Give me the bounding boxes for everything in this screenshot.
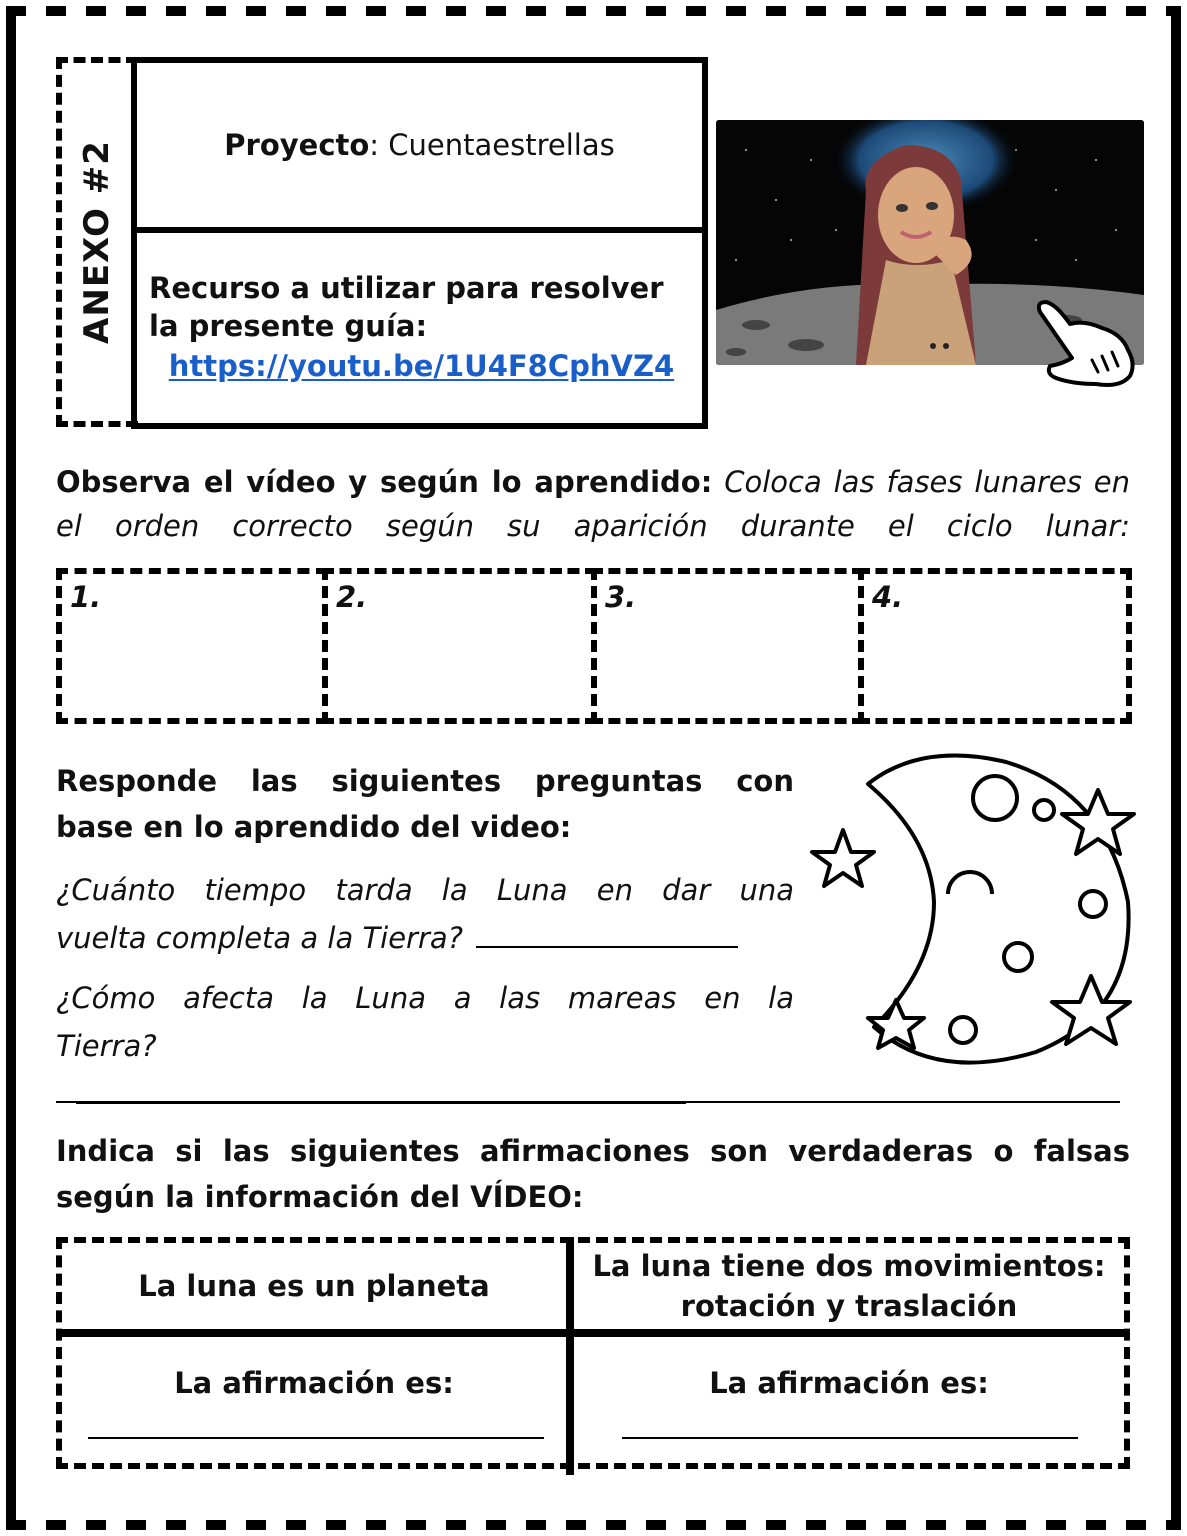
question-1-line1: ¿Cuánto tiempo tarda la Luna en dar una	[56, 873, 794, 907]
questions-heading-line1: Responde las siguientes preguntas con	[56, 764, 794, 798]
answer-label-text: La afirmación es:	[709, 1366, 989, 1400]
question-1-line2	[56, 914, 794, 962]
lunar-phases-instruction	[56, 460, 1130, 548]
statement-1-answer-label	[62, 1361, 566, 1405]
statement-1-answer-line[interactable]	[88, 1437, 544, 1439]
true-false-table	[56, 1237, 1130, 1469]
true-false-heading-line2: según la información del VÍDEO:	[56, 1180, 584, 1214]
statement-2-text: La luna tiene dos movimientos: rotación y traslación	[592, 1249, 1106, 1323]
phase-box-2[interactable]	[322, 568, 597, 724]
pointing-hand-icon	[1032, 298, 1142, 390]
statement-1-text: La luna es un planeta	[138, 1269, 490, 1303]
phase-box-1[interactable]	[56, 568, 328, 724]
statement-2	[574, 1243, 1124, 1329]
project-name: Cuentaestrellas	[388, 128, 615, 162]
true-false-heading-line1: Indica si las siguientes afirmaciones son verdaderas o falsas	[56, 1134, 1130, 1168]
table-horizontal-divider	[56, 1329, 1130, 1337]
project-row	[137, 63, 702, 233]
statement-2-answer-line[interactable]	[622, 1437, 1078, 1439]
crescent-moon-illustration	[806, 752, 1151, 1072]
true-false-heading	[56, 1128, 1130, 1220]
question-2-line2-text: Tierra?	[56, 1029, 157, 1063]
answer-label-text: La afirmación es:	[174, 1366, 454, 1400]
statement-2-answer-label	[574, 1361, 1124, 1405]
resource-row	[137, 239, 702, 423]
phase-box-number: 2.	[336, 580, 368, 614]
question-1-answer-line[interactable]	[476, 946, 738, 948]
question-2-line1: ¿Cómo afecta la Luna a las mareas en la	[56, 981, 794, 1015]
statement-1	[62, 1243, 566, 1329]
project-info-box	[131, 57, 708, 429]
question-1-line2-text: vuelta completa a la Tierra?	[56, 921, 464, 955]
phase-box-3[interactable]	[591, 568, 864, 724]
table-vertical-divider	[566, 1237, 574, 1475]
question-1	[56, 866, 794, 962]
instruction-bold: Observa el vídeo y según lo aprendido:	[56, 465, 713, 499]
questions-heading	[56, 758, 794, 850]
questions-heading-line2: base en lo aprendido del video:	[56, 810, 572, 844]
annex-label-text: ANEXO #2	[77, 140, 118, 344]
project-label: Proyecto	[224, 128, 370, 162]
resource-text: Recurso a utilizar para resolver la presente guía:	[149, 271, 664, 343]
phase-box-number: 3.	[605, 580, 637, 614]
resource-link[interactable]: https://youtu.be/1U4F8CphVZ4	[168, 349, 675, 383]
question-2-line2	[56, 1022, 794, 1118]
question-2	[56, 974, 794, 1118]
question-2-answer-line-extended[interactable]	[56, 1101, 1120, 1103]
instruction-italic: Coloca las fases lunares en el orden correcto según su aparición durante el ciclo lunar:	[56, 465, 1130, 543]
project-colon: :	[369, 128, 389, 162]
phase-box-number: 1.	[70, 580, 102, 614]
phase-box-number: 4.	[872, 580, 904, 614]
phase-box-4[interactable]	[858, 568, 1132, 724]
annex-label	[56, 57, 138, 427]
